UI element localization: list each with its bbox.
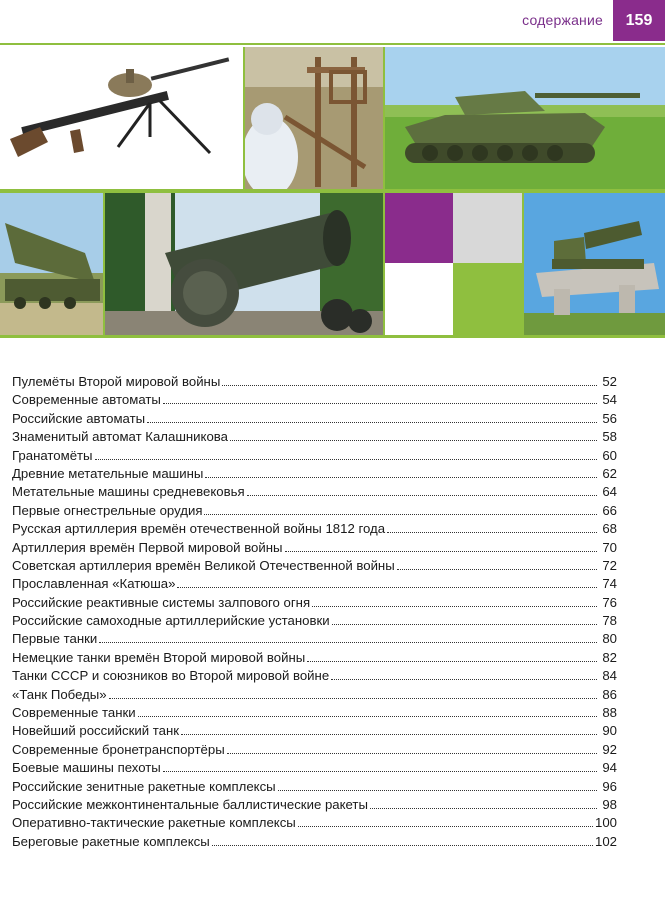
toc-entry-title: Оперативно-тактические ракетные комплексы <box>12 815 296 831</box>
toc-entry-title: Знаменитый автомат Калашникова <box>12 429 228 445</box>
toc-entry-page: 86 <box>602 686 617 702</box>
toc-entry-page: 98 <box>602 796 617 812</box>
toc-entry-page: 82 <box>602 649 617 665</box>
toc-entry-page: 84 <box>602 668 617 684</box>
toc-entry-title: Древние метательные машины <box>12 465 204 481</box>
toc-entry-title: Русская артиллерия времён отечественной войны 1812 года <box>12 521 386 537</box>
toc-entry-page: 60 <box>602 447 617 463</box>
toc-entry[interactable] <box>12 722 617 740</box>
toc-dot-leader <box>227 753 597 754</box>
toc-entry-page: 72 <box>602 557 617 573</box>
page-header <box>0 0 665 44</box>
toc-dot-leader <box>397 569 597 570</box>
toc-entry[interactable] <box>12 391 617 409</box>
toc-entry-page: 54 <box>602 392 617 408</box>
toc-entry[interactable] <box>12 704 617 722</box>
toc-entry[interactable] <box>12 630 617 648</box>
toc-entry-page: 78 <box>602 613 617 629</box>
toc-entry-page: 100 <box>594 815 617 831</box>
toc-dot-leader <box>109 698 597 699</box>
t34-tank-photo <box>385 47 665 189</box>
toc-dot-leader <box>331 679 597 680</box>
toc-dot-leader <box>278 790 597 791</box>
toc-dot-leader <box>147 422 597 423</box>
toc-entry[interactable] <box>12 686 617 704</box>
toc-dot-leader <box>370 808 597 809</box>
toc-dot-leader <box>177 587 597 588</box>
header-divider <box>0 43 665 45</box>
toc-entry[interactable] <box>12 612 617 630</box>
toc-entry-title: Артиллерия времён Первой мировой войны <box>12 539 283 555</box>
toc-entry-title: Гранатомёты <box>12 447 93 463</box>
toc-entry[interactable] <box>12 741 617 759</box>
toc-entry-page: 58 <box>602 429 617 445</box>
color-blocks <box>385 193 522 335</box>
toc-entry-title: Новейший российский танк <box>12 723 180 739</box>
toc-dot-leader <box>95 459 597 460</box>
toc-entry-page: 68 <box>602 521 617 537</box>
toc-entry[interactable] <box>12 649 617 667</box>
toc-dot-leader <box>205 477 597 478</box>
toc-entry[interactable] <box>12 373 617 391</box>
toc-entry-title: Российские реактивные системы залпового огня <box>12 594 311 610</box>
toc-entry[interactable] <box>12 814 617 832</box>
toc-dot-leader <box>247 495 597 496</box>
toc-entry-page: 70 <box>602 539 617 555</box>
toc-entry[interactable] <box>12 759 617 777</box>
grid-bottom-divider <box>0 335 665 338</box>
image-grid <box>0 47 665 337</box>
toc-entry[interactable] <box>12 410 617 428</box>
toc-dot-leader <box>212 845 593 846</box>
toc-entry[interactable] <box>12 778 617 796</box>
toc-dot-leader <box>312 606 597 607</box>
toc-entry-page: 90 <box>602 723 617 739</box>
toc-entry[interactable] <box>12 520 617 538</box>
toc-entry[interactable] <box>12 594 617 612</box>
toc-entry-title: Метательные машины средневековья <box>12 484 245 500</box>
toc-entry-title: Российские самоходные артиллерийские установки <box>12 613 330 629</box>
toc-entry-page: 92 <box>602 741 617 757</box>
toc-dot-leader <box>222 385 597 386</box>
toc-entry-title: Береговые ракетные комплексы <box>12 833 210 849</box>
toc-entry-page: 96 <box>602 778 617 794</box>
toc-entry-page: 52 <box>602 374 617 389</box>
section-title: содержание <box>522 12 603 28</box>
toc-entry[interactable] <box>12 465 617 483</box>
toc-entry-title: Современные бронетранспортёры <box>12 741 225 757</box>
toc-entry-title: Первые огнестрельные орудия <box>12 502 203 518</box>
toc-entry-page: 80 <box>602 631 617 647</box>
toc-entry[interactable] <box>12 539 617 557</box>
toc-entry-page: 64 <box>602 484 617 500</box>
toc-entry[interactable] <box>12 447 617 465</box>
toc-entry-title: Российские межконтинентальные баллистические ракеты <box>12 796 368 812</box>
toc-dot-leader <box>230 440 597 441</box>
toc-dot-leader <box>387 532 597 533</box>
toc-entry[interactable] <box>12 575 617 593</box>
toc-dot-leader <box>163 771 597 772</box>
page-number-badge: 159 <box>613 0 665 41</box>
toc-dot-leader <box>307 661 597 662</box>
toc-entry[interactable] <box>12 833 617 851</box>
toc-dot-leader <box>298 826 593 827</box>
toc-entry-page: 102 <box>594 833 617 849</box>
toc-entry-title: Советская артиллерия времён Великой Отечественной войны <box>12 557 395 573</box>
toc-entry-page: 74 <box>602 576 617 592</box>
toc-entry-title: Немецкие танки времён Второй мировой войны <box>12 649 306 665</box>
toc-dot-leader <box>138 716 597 717</box>
toc-entry-title: Танки СССР и союзников во Второй мировой войне <box>12 668 330 684</box>
toc-dot-leader <box>204 514 597 515</box>
toc-entry-page: 56 <box>602 410 617 426</box>
toc-entry[interactable] <box>12 557 617 575</box>
toc-entry-title: Пулемёты Второй мировой войны <box>12 374 221 389</box>
toc-entry-page: 94 <box>602 760 617 776</box>
toc-entry-title: Современные автоматы <box>12 392 161 408</box>
toc-entry-page: 62 <box>602 465 617 481</box>
toc-entry-title: Российские автоматы <box>12 410 146 426</box>
toc-entry-title: Прославленная «Катюша» <box>12 576 176 592</box>
catapult-photo <box>245 47 383 189</box>
tsar-cannon-photo <box>105 193 383 335</box>
toc-dot-leader <box>332 624 597 625</box>
toc-entry[interactable] <box>12 667 617 685</box>
toc-entry-title: Первые танки <box>12 631 98 647</box>
toc-entry-title: Современные танки <box>12 705 136 721</box>
katyusha-monument-photo <box>524 193 665 335</box>
toc-dot-leader <box>163 403 597 404</box>
toc-entry-page: 88 <box>602 705 617 721</box>
toc-entry[interactable] <box>12 483 617 501</box>
missile-launcher-photo <box>0 193 103 335</box>
toc-entry-title: Российские зенитные ракетные комплексы <box>12 778 276 794</box>
toc-entry[interactable] <box>12 502 617 520</box>
toc-dot-leader <box>285 551 597 552</box>
toc-entry-page: 76 <box>602 594 617 610</box>
toc-entry[interactable] <box>12 428 617 446</box>
toc-entry[interactable] <box>12 796 617 814</box>
machine-gun-photo <box>0 47 243 189</box>
table-of-contents <box>12 373 617 851</box>
toc-entry-page: 66 <box>602 502 617 518</box>
toc-entry-title: Боевые машины пехоты <box>12 760 161 776</box>
toc-entry-title: «Танк Победы» <box>12 686 107 702</box>
toc-dot-leader <box>99 642 597 643</box>
toc-dot-leader <box>181 734 597 735</box>
